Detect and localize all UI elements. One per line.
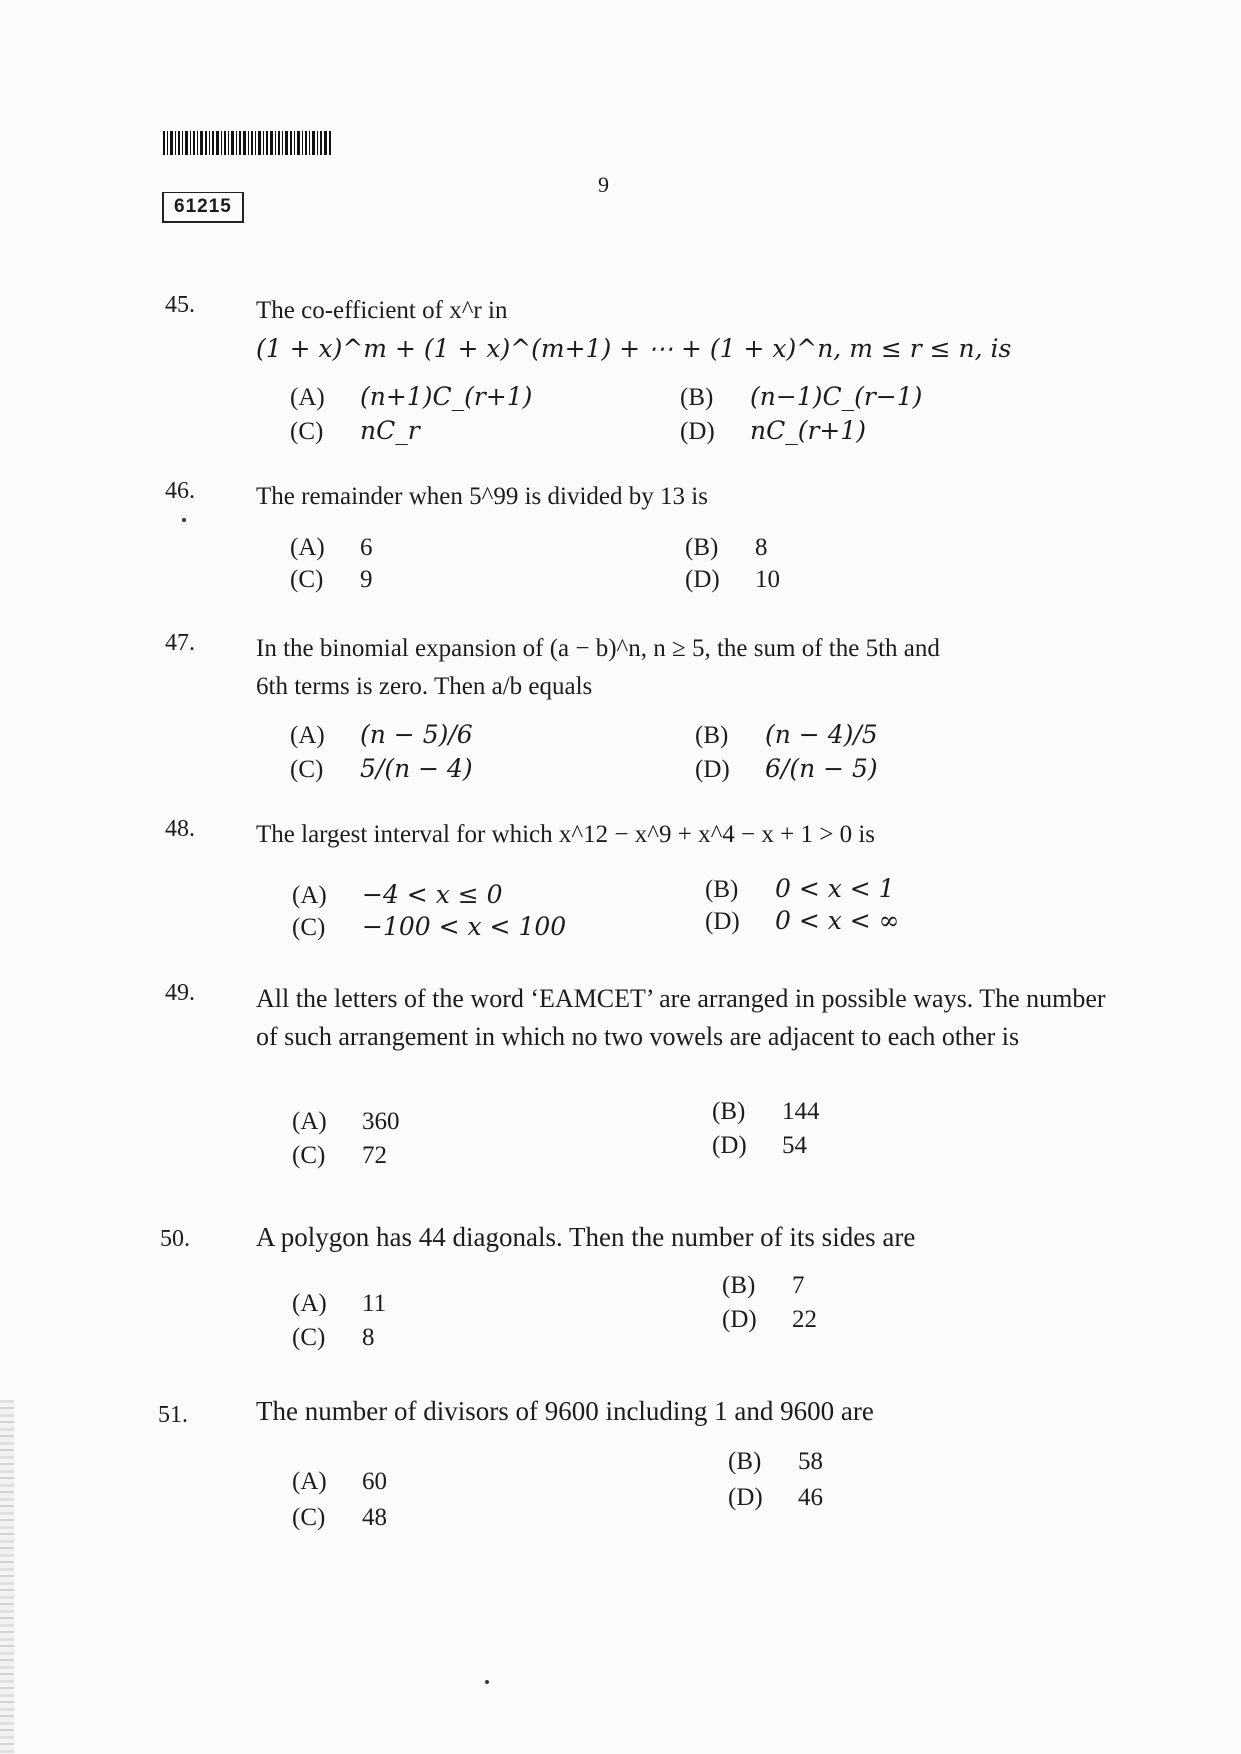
scan-edge-noise <box>0 1400 14 1754</box>
option-c[interactable]: (C) 5/(n − 4) <box>290 754 473 783</box>
option-d[interactable]: (D) nC_(r+1) <box>680 416 867 445</box>
option-b[interactable]: (B) (n − 4)/5 <box>695 720 878 749</box>
question-number: 49. <box>165 980 195 1006</box>
paper-code-box: 61215 <box>162 192 244 223</box>
option-d[interactable]: (D) 0 < x < ∞ <box>705 906 900 935</box>
question-text: The largest interval for which x^12 − x^9 + x^4 − x + 1 > 0 is <box>256 821 876 848</box>
question-text: The remainder when 5^99 is divided by 13 is <box>256 483 708 510</box>
question-text-line: In the binomial expansion of (a − b)^n, n ≥ 5, the sum of the 5th and <box>256 635 940 662</box>
option-b[interactable]: (B) 0 < x < 1 <box>705 874 895 903</box>
question-text: The number of divisors of 9600 including 1 and 9600 are <box>256 1396 874 1426</box>
barcode <box>163 131 333 155</box>
scan-dot <box>182 518 186 522</box>
question-text <box>256 292 1096 368</box>
option-b[interactable]: (B) (n−1)C_(r−1) <box>680 382 923 411</box>
question-text: A polygon has 44 diagonals. Then the number of its sides are <box>256 1222 916 1252</box>
question-number: 45. <box>165 292 195 318</box>
option-a[interactable]: (A) 11 <box>292 1290 387 1317</box>
option-a[interactable]: (A) 6 <box>290 534 373 561</box>
page-number: 9 <box>598 172 609 197</box>
option-b[interactable]: (B) 58 <box>728 1448 823 1475</box>
option-a[interactable]: (A) −4 < x ≤ 0 <box>292 880 503 909</box>
question-text-line: The co-efficient of x^r in <box>256 297 508 324</box>
option-a[interactable]: (A) (n+1)C_(r+1) <box>290 382 533 411</box>
option-c[interactable]: (C) −100 < x < 100 <box>292 912 567 941</box>
option-a[interactable]: (A) 360 <box>292 1108 400 1135</box>
option-d[interactable]: (D) 10 <box>685 566 780 593</box>
option-a[interactable]: (A) (n − 5)/6 <box>290 720 473 749</box>
scan-dot <box>485 1680 489 1684</box>
option-c[interactable]: (C) 9 <box>290 566 373 593</box>
question-number: 47. <box>165 630 195 656</box>
option-d[interactable]: (D) 46 <box>728 1484 823 1511</box>
option-a[interactable]: (A) 60 <box>292 1468 387 1495</box>
question-text <box>256 630 1096 706</box>
option-b[interactable]: (B) 8 <box>685 534 768 561</box>
option-b[interactable]: (B) 144 <box>712 1098 820 1125</box>
option-d[interactable]: (D) 6/(n − 5) <box>695 754 878 783</box>
question-number: 46. <box>165 478 195 504</box>
question-number: 48. <box>165 816 195 842</box>
question-text-line: 6th terms is zero. Then a/b equals <box>256 673 593 700</box>
option-c[interactable]: (C) 8 <box>292 1324 375 1351</box>
question-text: All the letters of the word ‘EAMCET’ are arranged in possible ways. The number of such arrangement in which no two vowels are adjacent to each other is <box>256 984 1106 1051</box>
option-c[interactable]: (C) nC_r <box>290 416 420 445</box>
question-number: 50. <box>160 1226 190 1252</box>
question-text-line: (1 + x)^m + (1 + x)^(m+1) + ⋯ + (1 + x)^n, m ≤ r ≤ n, is <box>256 334 1012 363</box>
option-d[interactable]: (D) 54 <box>712 1132 807 1159</box>
option-b[interactable]: (B) 7 <box>722 1272 805 1299</box>
option-c[interactable]: (C) 72 <box>292 1142 387 1169</box>
option-c[interactable]: (C) 48 <box>292 1504 387 1531</box>
option-d[interactable]: (D) 22 <box>722 1306 817 1333</box>
question-number: 51. <box>158 1402 188 1428</box>
